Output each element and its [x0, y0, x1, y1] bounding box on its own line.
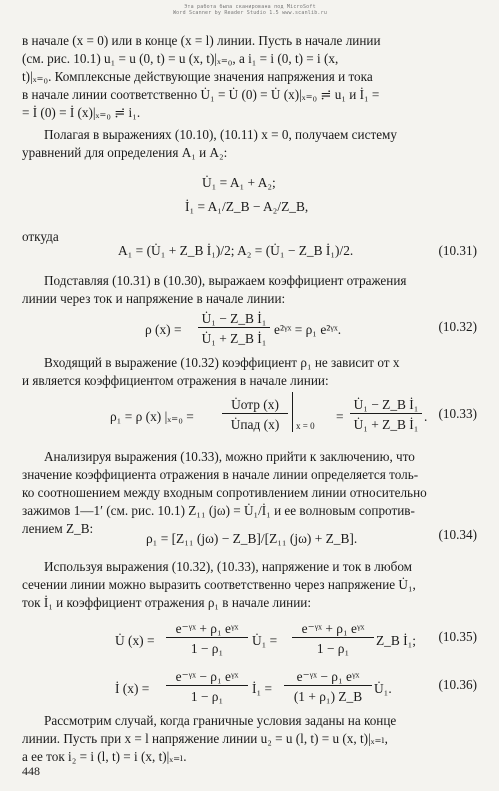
- equation-10-35-denominator: 1 − ρ₁: [190, 641, 224, 656]
- text-line: лением Z_B:: [22, 521, 94, 536]
- text-line: ток İ₁ и коэффициент отражения ρ₁ в начале линии:: [22, 595, 312, 610]
- text-line: в начале (x = 0) или в конце (x = l) линии. Пусть в начале линии: [22, 33, 381, 48]
- equation-number: (10.36): [438, 677, 477, 692]
- scan-watermark: [170, 4, 330, 16]
- equation-10-36-numerator-2: e⁻ᵞˣ − ρ₁ eᵞˣ: [284, 668, 372, 686]
- text-line: Подставляя (10.31) в (10.30), выражаем коэффициент отражения: [44, 273, 407, 288]
- equation-10-36-numerator: e⁻ᵞˣ − ρ₁ eᵞˣ: [166, 668, 248, 686]
- text-line: сечении линии можно выразить соответственно через напряжение U̇₁,: [22, 577, 416, 592]
- text-line: уравнений для определения A₁ и A₂:: [22, 145, 228, 160]
- equation-10-35-numerator: e⁻ᵞˣ + ρ₁ eᵞˣ: [166, 620, 248, 638]
- text-line: ко соотношением между входным сопротивлением линии относительно: [22, 485, 427, 500]
- equation-10-33-numerator-2: U̇₁ − Z_B İ₁: [350, 396, 422, 414]
- text-line: зажимов 1—1′ (см. рис. 10.1) Z₁₁ (jω) = U̇₁/İ₁ и ее волновым сопротив-: [22, 503, 415, 518]
- text-line: Используя выражения (10.32), (10.33), напряжение и ток в любом: [44, 559, 413, 574]
- equation-10-36-lhs: İ (x) =: [115, 681, 150, 696]
- text-line: а ее ток i₂ = i (l, t) = i (x, t)|ₓ₌ₗ.: [22, 749, 187, 764]
- evaluation-bar: [292, 392, 293, 432]
- equation-10-32-numerator: U̇₁ − Z_B İ₁: [198, 310, 270, 328]
- equation-10-33-denominator-2: U̇₁ + Z_B İ₁: [353, 417, 419, 432]
- equation-number: (10.33): [438, 406, 477, 421]
- equation-10-36-mid: İ₁ =: [252, 681, 273, 696]
- page-number: 448: [22, 764, 40, 778]
- text-line: значение коэффициента отражения в начале линии определяется толь-: [22, 467, 419, 482]
- equation-10-33-equals: =: [336, 409, 344, 424]
- equation-10-33-period: .: [424, 409, 428, 424]
- equation-number: (10.31): [438, 243, 477, 258]
- equation-system-line-2: İ₁ = A₁/Z_B − A₂/Z_B,: [185, 199, 309, 214]
- equation-number: (10.34): [438, 527, 477, 542]
- equation-number: (10.35): [438, 629, 477, 644]
- scan-watermark-line-1: Эта работа была сканирована под MicroSoft: [184, 4, 316, 10]
- equation-10-36-denominator: 1 − ρ₁: [190, 689, 224, 704]
- equation-10-32-lhs: ρ (x) =: [145, 322, 182, 337]
- text-line: линии. Пусть при x = l напряжение линии u₂ = u (l, t) = u (x, t)|ₓ₌ₗ,: [22, 731, 388, 746]
- text-line: = İ (0) = İ (x)|ₓ₌₀ ≓ i₁.: [22, 105, 141, 120]
- equation-10-35-lhs: U̇ (x) =: [115, 633, 155, 648]
- equation-10-31: A₁ = (U̇₁ + Z_B İ₁)/2; A₂ = (U̇₁ − Z_B İ₁)/2.: [118, 243, 354, 258]
- equation-10-33-numerator: U̇отр (x): [222, 396, 288, 414]
- equation-10-34: ρ₁ = [Z₁₁ (jω) − Z_B]/[Z₁₁ (jω) + Z_B].: [146, 531, 358, 546]
- equation-system-line-1: U̇₁ = A₁ + A₂;: [202, 175, 276, 190]
- text-line: t)|ₓ₌₀. Комплексные действующие значения напряжения и тока: [22, 69, 373, 84]
- text-line: Рассмотрим случай, когда граничные условия заданы на конце: [44, 713, 397, 728]
- equation-10-35-mid: U̇₁ =: [252, 633, 278, 648]
- equation-10-33-denominator: U̇пад (x): [230, 417, 280, 432]
- equation-10-35-rhs: Z_B İ₁;: [376, 633, 417, 648]
- scan-watermark-line-2: Word Scanner by Reader Studio 1.5 www.scanlib.ru: [172, 10, 328, 16]
- text-line: Анализируя выражения (10.33), можно прийти к заключению, что: [44, 449, 415, 464]
- text-line: Полагая в выражениях (10.10), (10.11) x = 0, получаем систему: [44, 127, 397, 142]
- text-line: (см. рис. 10.1) u₁ = u (0, t) = u (x, t)|ₓ₌₀, а i₁ = i (0, t) = i (x,: [22, 51, 339, 66]
- equation-10-36-denominator-2: (1 + ρ₁) Z_B: [293, 689, 363, 704]
- equation-10-33-subscript: x = 0: [296, 421, 315, 431]
- equation-10-35-numerator-2: e⁻ᵞˣ + ρ₁ eᵞˣ: [292, 620, 374, 638]
- equation-10-33-lhs: ρ₁ = ρ (x) |ₓ₌₀ =: [110, 409, 194, 424]
- equation-10-32-rhs: e²ᵞˣ = ρ₁ e²ᵞˣ.: [274, 322, 342, 337]
- text-line: линии через ток и напряжение в начале линии:: [22, 291, 286, 306]
- equation-10-35-denominator-2: 1 − ρ₁: [316, 641, 350, 656]
- equation-number: (10.32): [438, 319, 477, 334]
- text-line: откуда: [22, 229, 59, 244]
- text-line: в начале линии соответственно U̇₁ = U̇ (0) = U̇ (x)|ₓ₌₀ ≓ u₁ и İ₁ =: [22, 87, 380, 102]
- text-line: Входящий в выражение (10.32) коэффициент ρ₁ не зависит от x: [44, 355, 400, 370]
- text-line: и является коэффициентом отражения в начале линии:: [22, 373, 329, 388]
- equation-10-36-rhs: U̇₁.: [374, 681, 392, 696]
- equation-10-32-denominator: U̇₁ + Z_B İ₁: [201, 331, 267, 346]
